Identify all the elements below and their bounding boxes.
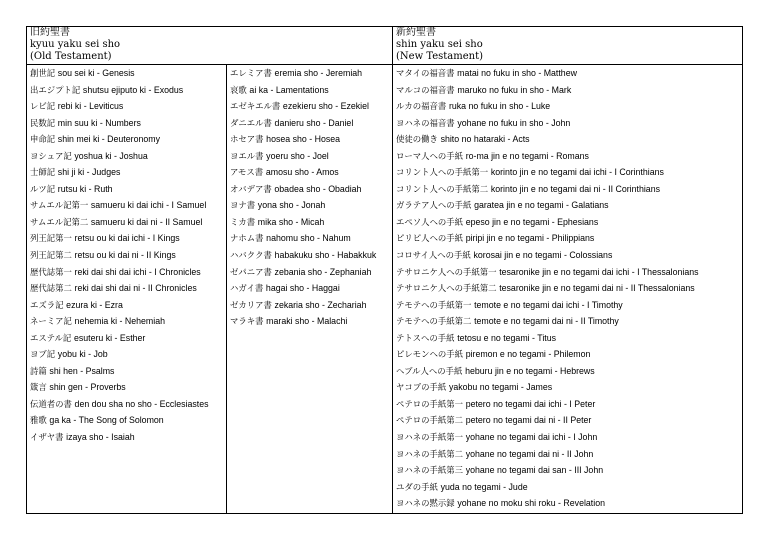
book-name-romaji-english: amosu sho - Amos [265, 167, 339, 178]
book-name-romaji-english: shito no hataraki - Acts [440, 134, 530, 145]
book-name-romaji-english: heburu jin e no tegami - Hebrews [465, 365, 595, 376]
book-name-japanese: アモス書 [230, 167, 264, 178]
book-entry [396, 131, 739, 148]
book-name-japanese: 歴代誌第一 [30, 266, 72, 277]
new-testament-books-column [393, 65, 743, 514]
book-name-japanese: マタイの福音書 [396, 68, 455, 78]
bible-books-table [26, 26, 743, 514]
old-testament-books-column-2 [227, 65, 393, 514]
book-name-japanese: コロサイ人への手紙 [396, 250, 471, 261]
book-entry [30, 82, 223, 99]
book-entry [230, 65, 389, 82]
book-name-japanese: 箴言 [30, 382, 47, 393]
book-name-romaji-english: hagai sho - Haggai [265, 283, 340, 294]
book-name-romaji-english: den dou sha no sho - Ecclesiastes [74, 398, 209, 409]
book-name-japanese: ミカ書 [230, 216, 256, 227]
book-name-romaji-english: petero no tegami dai ni - II Peter [465, 415, 592, 426]
book-entry [230, 148, 389, 165]
book-entry [396, 330, 739, 347]
book-entry [30, 214, 223, 231]
book-name-japanese: ハガイ書 [230, 283, 264, 294]
book-name-romaji-english: yoshua ki - Joshua [74, 150, 148, 161]
book-entry [230, 280, 389, 297]
book-name-japanese: エステル記 [30, 332, 72, 343]
book-name-romaji-english: tesaronike jin e no tegami dai ichi - I Thessalonians [499, 266, 699, 277]
book-name-romaji-english: nehemia ki - Nehemiah [74, 316, 166, 327]
book-entry [30, 280, 223, 297]
book-entry [30, 330, 223, 347]
book-name-japanese: 使徒の働き [396, 134, 438, 145]
book-name-romaji-english: yoeru sho - Joel [266, 150, 329, 161]
book-name-japanese: 哀歌 [230, 84, 247, 95]
book-entry [396, 264, 739, 281]
book-entry [30, 65, 223, 82]
book-entry [230, 297, 389, 314]
book-name-japanese: ペテロの手紙第一 [396, 398, 464, 409]
book-entry [230, 131, 389, 148]
book-name-romaji-english: yakobu no tegami - James [448, 382, 553, 393]
book-name-romaji-english: habakuku sho - Habakkuk [274, 250, 377, 261]
book-name-japanese: 伝道者の書 [30, 398, 72, 409]
book-name-romaji-english: tetosu e no tegami - Titus [457, 332, 557, 343]
book-entry [396, 230, 739, 247]
book-name-romaji-english: yohane no fuku in sho - John [457, 117, 571, 128]
book-name-japanese: 列王記第一 [30, 233, 72, 244]
book-name-romaji-english: obadea sho - Obadiah [274, 183, 362, 194]
book-name-romaji-english: hosea sho - Hosea [266, 134, 341, 145]
book-name-japanese: ヨハネの手紙第三 [396, 465, 464, 476]
book-entry [396, 164, 739, 181]
book-name-romaji-english: rutsu ki - Ruth [57, 183, 113, 194]
book-name-romaji-english: sou sei ki - Genesis [57, 68, 135, 78]
book-entry [396, 247, 739, 264]
book-name-japanese: ユダの手紙 [396, 481, 438, 492]
book-name-japanese: ヘブル人への手紙 [396, 365, 463, 376]
book-entry [30, 131, 223, 148]
book-name-romaji-english: maruko no fuku in sho - Mark [457, 84, 572, 95]
book-entry [396, 363, 739, 380]
new-testament-title-romaji: shin yaku sei sho [396, 39, 483, 50]
book-name-romaji-english: ga ka - The Song of Solomon [49, 415, 164, 426]
book-entry [30, 148, 223, 165]
book-name-romaji-english: reki dai shi dai ni - II Chronicles [74, 283, 197, 294]
new-testament-title-english: (New Testament) [396, 51, 484, 62]
book-name-romaji-english: rebi ki - Leviticus [57, 101, 124, 112]
book-entry [230, 247, 389, 264]
book-entry [396, 197, 739, 214]
book-entry [230, 181, 389, 198]
book-entry [30, 346, 223, 363]
book-entry [30, 247, 223, 264]
book-name-romaji-english: ezura ki - Ezra [66, 299, 123, 310]
book-entry [396, 313, 739, 330]
book-name-japanese: ホセア書 [230, 134, 264, 145]
old-testament-title-kanji: 旧約聖書 [30, 27, 70, 38]
book-name-romaji-english: shi hen - Psalms [49, 365, 115, 376]
book-entry [396, 429, 739, 446]
book-entry [396, 495, 739, 512]
book-name-romaji-english: yohane no tegami dai ichi - I John [465, 432, 598, 443]
book-name-romaji-english: yohane no tegami dai ni - II John [465, 448, 594, 459]
book-name-japanese: マルコの福音書 [396, 84, 455, 95]
book-name-romaji-english: korinto jin e no tegami dai ichi - I Corinthians [490, 167, 664, 178]
book-name-romaji-english: shin gen - Proverbs [49, 382, 126, 393]
book-name-japanese: 雅歌 [30, 415, 47, 426]
old-testament-header [27, 27, 393, 65]
book-name-romaji-english: korosai jin e no tegami - Colossians [473, 250, 613, 261]
book-name-romaji-english: yohane no tegami dai san - III John [465, 465, 604, 476]
new-testament-title-kanji: 新約聖書 [396, 27, 437, 38]
book-name-japanese: エズラ記 [30, 299, 64, 310]
book-name-romaji-english: yona sho - Jonah [257, 200, 326, 211]
book-entry [30, 115, 223, 132]
book-entry [396, 462, 739, 479]
new-testament-header [393, 27, 743, 65]
book-name-japanese: ヨナ書 [230, 200, 256, 211]
book-entry [230, 313, 389, 330]
book-name-japanese: 出エジプト記 [30, 84, 81, 95]
book-name-romaji-english: temote e no tegami dai ni - II Timothy [474, 316, 619, 327]
book-name-japanese: テトスへの手紙 [396, 332, 455, 343]
book-entry [396, 297, 739, 314]
book-name-japanese: サムエル記第二 [30, 216, 89, 227]
book-entry [396, 181, 739, 198]
book-entry [230, 264, 389, 281]
book-name-japanese: ゼパニア書 [230, 266, 272, 277]
book-entry [396, 214, 739, 231]
book-entry [396, 346, 739, 363]
book-entry [230, 197, 389, 214]
book-name-japanese: テサロニケ人への手紙第二 [396, 283, 497, 294]
book-name-romaji-english: danieru sho - Daniel [274, 117, 354, 128]
book-name-japanese: ゼカリア書 [230, 299, 272, 310]
book-name-romaji-english: ezekieru sho - Ezekiel [282, 101, 369, 112]
book-name-japanese: ヤコブの手紙 [396, 382, 447, 393]
book-entry [230, 164, 389, 181]
book-name-japanese: 民数記 [30, 117, 56, 128]
book-name-romaji-english: shin mei ki - Deuteronomy [57, 134, 160, 145]
header-row [27, 27, 743, 65]
book-entry [396, 412, 739, 429]
book-entry [396, 148, 739, 165]
book-name-romaji-english: retsu ou ki dai ichi - I Kings [74, 233, 180, 244]
book-name-romaji-english: yuda no tegami - Jude [440, 481, 528, 492]
book-name-japanese: テモテへの手紙第二 [396, 316, 472, 327]
book-name-japanese: マラキ書 [230, 316, 264, 327]
old-testament-title-english: (Old Testament) [30, 51, 112, 62]
book-entry [396, 446, 739, 463]
book-name-romaji-english: epeso jin e no tegami - Ephesians [465, 216, 599, 227]
book-name-japanese: レビ記 [30, 101, 56, 112]
book-name-japanese: ヨハネの手紙第二 [396, 448, 464, 459]
book-entry [230, 115, 389, 132]
book-name-japanese: 列王記第二 [30, 250, 72, 261]
book-name-japanese: ヨブ記 [30, 349, 56, 360]
book-name-japanese: エゼキエル書 [230, 101, 281, 112]
book-entry [396, 115, 739, 132]
book-name-japanese: ヨハネの福音書 [396, 117, 455, 128]
book-name-japanese: ダニエル書 [230, 117, 272, 128]
book-name-romaji-english: reki dai shi dai ichi - I Chronicles [74, 266, 201, 277]
book-entry [30, 396, 223, 413]
book-entry [30, 230, 223, 247]
book-entry [30, 181, 223, 198]
book-entry [230, 214, 389, 231]
book-name-japanese: ネーミア記 [30, 316, 72, 327]
book-entry [30, 98, 223, 115]
book-name-romaji-english: piremon e no tegami - Philemon [465, 349, 591, 360]
book-entry [30, 429, 223, 446]
book-name-romaji-english: ruka no fuku in sho - Luke [448, 101, 551, 112]
book-name-japanese: ハバクク書 [230, 250, 272, 261]
book-entry [396, 280, 739, 297]
book-name-japanese: サムエル記第一 [30, 200, 89, 211]
book-entry [30, 379, 223, 396]
book-name-japanese: ルカの福音書 [396, 101, 447, 112]
book-name-japanese: 詩篇 [30, 365, 47, 376]
book-entry [30, 197, 223, 214]
book-name-japanese: ヨハネの手紙第一 [396, 432, 464, 443]
book-name-japanese: ガラテア人への手紙 [396, 200, 472, 211]
book-entry [230, 230, 389, 247]
book-name-japanese: ローマ人への手紙 [396, 150, 464, 161]
book-name-japanese: ピリピ人への手紙 [396, 233, 464, 244]
book-name-japanese: テモテへの手紙第一 [396, 299, 472, 310]
book-name-japanese: エレミア書 [230, 68, 272, 78]
book-name-romaji-english: garatea jin e no tegami - Galatians [474, 200, 609, 211]
book-name-romaji-english: izaya sho - Isaiah [66, 432, 135, 443]
book-name-japanese: オバデア書 [230, 183, 272, 194]
book-name-romaji-english: matai no fuku in sho - Matthew [457, 68, 577, 78]
book-entry [396, 379, 739, 396]
book-name-romaji-english: maraki sho - Malachi [266, 316, 348, 327]
book-name-romaji-english: nahomu sho - Nahum [266, 233, 351, 244]
book-name-japanese: ナホム書 [230, 233, 264, 244]
book-name-romaji-english: min suu ki - Numbers [57, 117, 141, 128]
book-name-japanese: 士師記 [30, 167, 56, 178]
book-name-romaji-english: yobu ki - Job [57, 349, 108, 360]
book-name-japanese: テサロニケ人への手紙第一 [396, 266, 497, 277]
book-name-japanese: コリント人への手紙第二 [396, 183, 489, 194]
book-name-romaji-english: piripi jin e no tegami - Philippians [465, 233, 595, 244]
book-name-japanese: ヨシュア記 [30, 150, 72, 161]
book-entry [30, 412, 223, 429]
book-name-romaji-english: tesaronike jin e no tegami dai ni - II Thessalonians [499, 283, 695, 294]
book-entry [30, 313, 223, 330]
book-name-japanese: ルツ記 [30, 183, 56, 194]
book-name-romaji-english: ai ka - Lamentations [249, 84, 329, 95]
old-testament-title-romaji: kyuu yaku sei sho [30, 39, 121, 50]
books-row [27, 65, 743, 514]
book-name-romaji-english: ro-ma jin e no tegami - Romans [465, 150, 589, 161]
book-name-romaji-english: retsu ou ki dai ni - II Kings [74, 250, 176, 261]
book-entry [396, 82, 739, 99]
book-name-romaji-english: esuteru ki - Esther [73, 332, 146, 343]
book-entry [396, 396, 739, 413]
book-entry [230, 82, 389, 99]
book-entry [396, 98, 739, 115]
book-entry [30, 363, 223, 380]
book-name-japanese: エペソ人への手紙 [396, 216, 464, 227]
book-entry [30, 264, 223, 281]
book-name-japanese: 歴代誌第二 [30, 283, 72, 294]
old-testament-books-column-1 [27, 65, 227, 514]
book-entry [30, 164, 223, 181]
book-name-romaji-english: zekaria sho - Zechariah [274, 299, 367, 310]
book-name-japanese: イザヤ書 [30, 432, 64, 443]
book-entry [396, 479, 739, 496]
book-name-japanese: ヨハネの黙示録 [396, 498, 455, 509]
book-name-romaji-english: temote e no tegami dai ichi - I Timothy [474, 299, 623, 310]
book-entry [396, 65, 739, 82]
book-name-japanese: ペテロの手紙第二 [396, 415, 464, 426]
book-name-romaji-english: samueru ki dai ichi - I Samuel [90, 200, 207, 211]
book-name-romaji-english: eremia sho - Jeremiah [274, 68, 363, 78]
book-name-romaji-english: petero no tegami dai ichi - I Peter [465, 398, 596, 409]
book-name-romaji-english: yohane no moku shi roku - Revelation [457, 498, 605, 509]
book-name-japanese: ヨエル書 [230, 150, 264, 161]
book-name-japanese: コリント人への手紙第一 [396, 167, 489, 178]
book-entry [30, 297, 223, 314]
book-name-japanese: 創世記 [30, 68, 56, 78]
book-name-romaji-english: shi ji ki - Judges [57, 167, 121, 178]
book-name-romaji-english: samueru ki dai ni - II Samuel [90, 216, 203, 227]
book-name-japanese: ピレモンへの手紙 [396, 349, 464, 360]
book-name-romaji-english: korinto jin e no tegami dai ni - II Corinthians [490, 183, 660, 194]
book-name-romaji-english: zebania sho - Zephaniah [274, 266, 372, 277]
book-name-romaji-english: mika sho - Micah [257, 216, 325, 227]
book-name-japanese: 申命記 [30, 134, 56, 145]
book-name-romaji-english: shutsu ejiputo ki - Exodus [82, 84, 184, 95]
book-entry [230, 98, 389, 115]
